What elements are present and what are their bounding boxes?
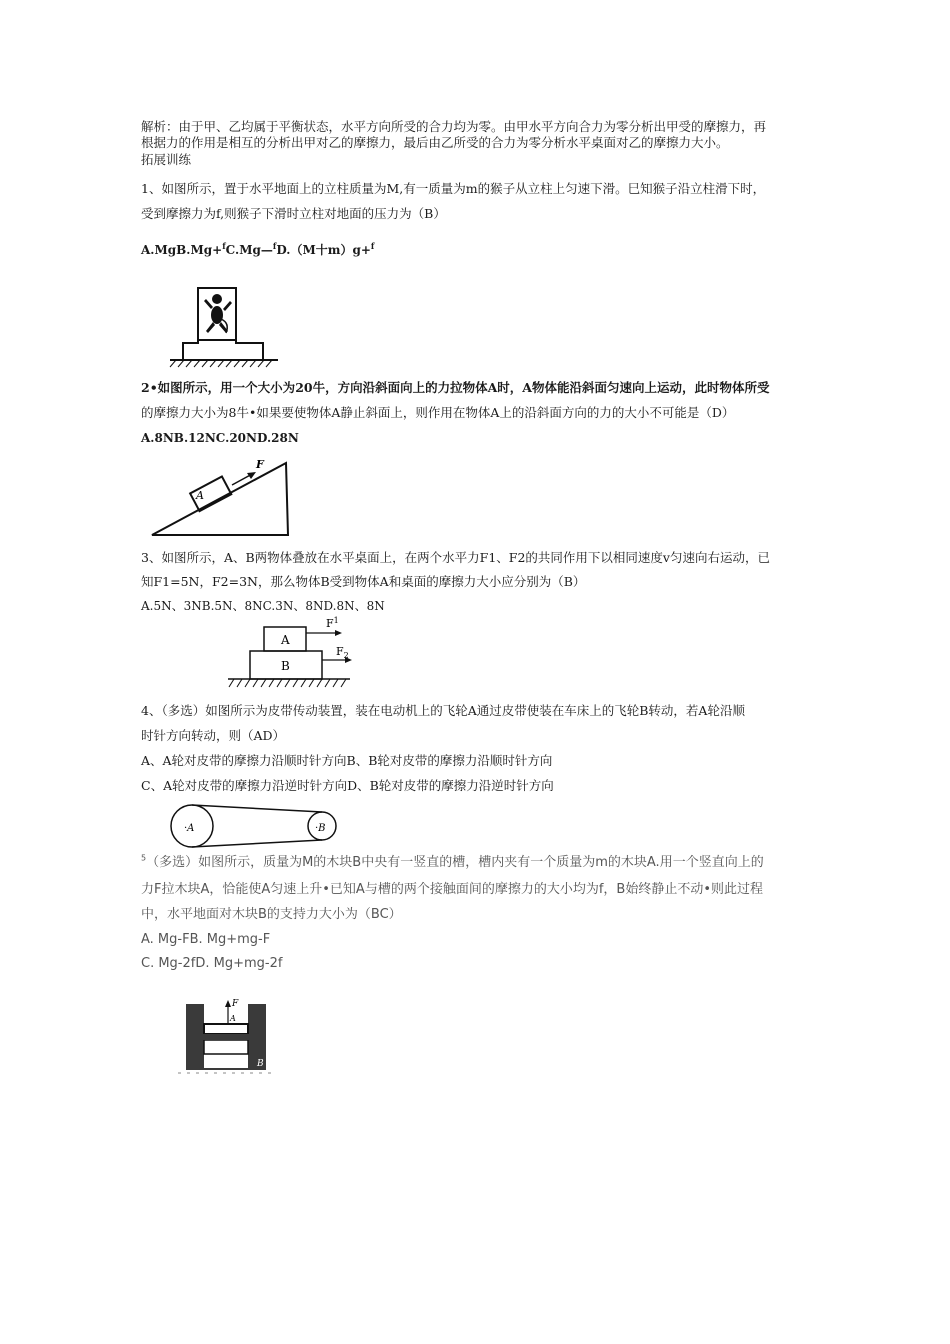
monkey-icon bbox=[204, 294, 232, 333]
q3-stem-line-2: 知F1=5N，F2=3N，那么物体B受到物体A和桌面的摩擦力大小应分别为（B） bbox=[141, 574, 586, 589]
q5-stem-line-3: 中，水平地面对木块B的支持力大小为（BC） bbox=[141, 907, 402, 922]
section-title: 拓展训练 bbox=[141, 152, 192, 167]
q5-options-ab: A. Mg-FB. Mg+mg-F bbox=[141, 932, 271, 947]
q1-options: A.MgB.Mg+$^f$C.Mg—$^f$D.（M十m）g+$^f$ bbox=[141, 241, 375, 257]
q4-options-cd: C、A轮对皮带的摩擦力沿逆时针方向D、B轮对皮带的摩擦力沿逆时针方向 bbox=[141, 778, 554, 793]
q3-stem-line-1: 3、如图所示，A、B两物体叠放在水平桌面上，在两个水平力F1、F2的共同作用下以相同速度v匀速向右运动，已 bbox=[141, 550, 770, 565]
wheel-A-label: ·A bbox=[184, 823, 195, 834]
q1-monkey-pole-figure bbox=[168, 285, 280, 375]
block-B-label: B bbox=[257, 1059, 264, 1069]
q2-incline-figure bbox=[148, 455, 293, 540]
analysis-line-1: 解析：由于甲、乙均属于平衡状态，水平方向所受的合力均为零。由甲水平方向合力为零分析出甲受的摩擦力，再 bbox=[141, 119, 767, 134]
q2-stem-line-2: 的摩擦力大小为8牛•如果要使物体A静止斜面上，则作用在物体A上的沿斜面方向的力的大小不可能是（D） bbox=[141, 405, 735, 420]
block-A-label: A bbox=[230, 1014, 236, 1023]
q4-stem-line-2: 时针方向转动，则（AD） bbox=[141, 728, 286, 743]
block-B-label: B bbox=[281, 659, 290, 673]
block-A-label: A bbox=[281, 633, 290, 647]
q5-slot-block-figure bbox=[176, 990, 276, 1080]
q4-options-ab: A、A轮对皮带的摩擦力沿顺时针方向B、B轮对皮带的摩擦力沿顺时针方向 bbox=[141, 753, 553, 768]
wheel-B-label: ·B bbox=[315, 823, 326, 834]
force-F-label: F bbox=[256, 458, 264, 471]
q5-options-cd: C. Mg-2fD. Mg+mg-2f bbox=[141, 956, 283, 971]
force-F-label: F bbox=[232, 999, 239, 1009]
q5-stem-line-1: $^5$（多选）如图所示，质量为M的木块B中央有一竖直的槽，槽内夹有一个质量为m的木块A.用一个竖直向上的 bbox=[141, 853, 764, 870]
q1-stem-line-1: 1、如图所示，置于水平地面上的立柱质量为M,有一质量为m的猴子从立柱上匀速下滑。巳知猴子沿立柱滑下时， bbox=[141, 181, 766, 196]
block-A-label: A bbox=[196, 489, 204, 502]
q2-options: A.8NB.12NC.20ND.28N bbox=[141, 431, 299, 445]
q5-stem-line-2: 力F拉木块A，恰能使A匀速上升•已知A与槽的两个接触面间的摩擦力的大小均为f，B始终静止不动•则此过程 bbox=[141, 882, 763, 897]
q4-belt-drive-figure bbox=[168, 800, 348, 852]
q3-options: A.5N、3NB.5N、8NC.3N、8ND.8N、8N bbox=[141, 599, 385, 613]
analysis-line-2: 根据力的作用是相互的分析出甲对乙的摩擦力，最后由乙所受的合力为零分析水平桌面对乙的摩擦力大小。 bbox=[141, 135, 729, 150]
q2-stem-line-1: 2•如图所示，用一个大小为20牛，方向沿斜面向上的力拉物体A时，A物体能沿斜面匀速向上运动，此时物体所受 bbox=[141, 380, 770, 395]
force-F2-label: $F_2$ bbox=[336, 645, 349, 660]
q4-stem-line-1: 4、（多选）如图所示为皮带传动装置，装在电动机上的飞轮A通过皮带使装在车床上的飞轮B转动，若A轮沿顺 bbox=[141, 703, 745, 718]
force-F1-label: $F^1$ bbox=[326, 616, 339, 630]
q1-stem-line-2: 受到摩擦力为f,则猴子下滑时立柱对地面的压力为（B） bbox=[141, 206, 446, 221]
q3-stacked-blocks-figure bbox=[226, 615, 356, 693]
